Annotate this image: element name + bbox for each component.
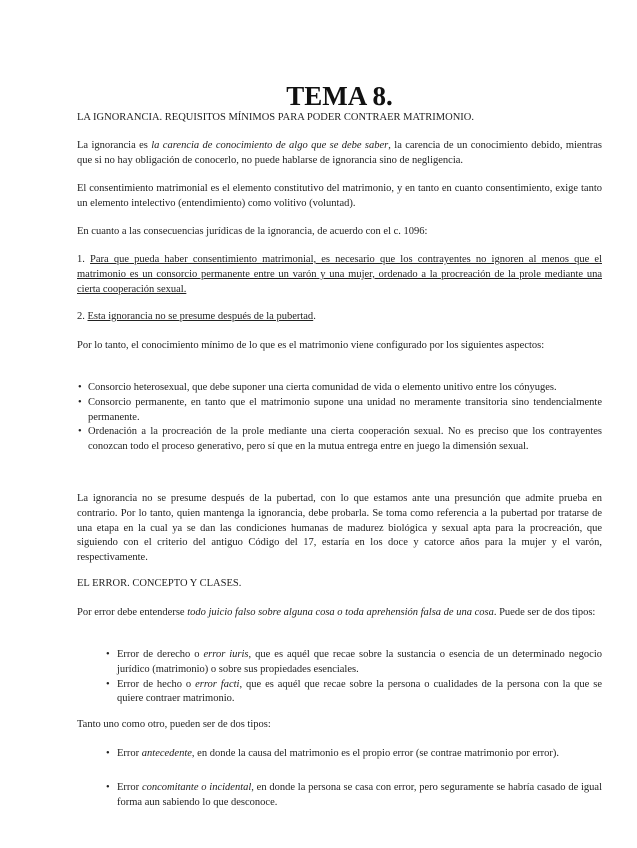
section-heading-ignorancia: LA IGNORANCIA. REQUISITOS MÍNIMOS PARA PODER CONTRAER MATRIMONIO. (77, 112, 474, 123)
section-heading-error: EL ERROR. CONCEPTO Y CLASES. (77, 578, 242, 589)
list-item: • Error de derecho o error iuris, que es aquél que recae sobre la sustancia o esencia de un determinado negocio jurídico (matrimonio) o sobre sus propiedades esenciales. (77, 648, 602, 678)
page-title: TEMA 8. (286, 81, 393, 112)
numbered-item-2: 2. Esta ignorancia no se presume después de la pubertad. (77, 311, 316, 322)
list-item: • Error concomitante o incidental, en donde la persona se casa con error, pero seguramente se habría casado de igual forma aun sabiendo lo que desconoce. (77, 781, 602, 811)
list-item: • Consorcio heterosexual, que debe suponer una cierta comunidad de vida o elemento unitivo entre los cónyuges. (77, 381, 602, 396)
bullet-list-concomitante (77, 781, 602, 811)
paragraph-definicion-error: Por error debe entenderse todo juicio falso sobre alguna cosa o toda aprehensión falsa de una cosa. Puede ser de dos tipos: (77, 607, 596, 618)
bullet-list-antecedente (77, 747, 602, 762)
paragraph-pubertad: La ignorancia no se presume después de la pubertad, con lo que estamos ante una presunción que admite prueba en contrario. Por lo tanto, quien mantenga la ignorancia, debe probarla. Se toma como referencia a la pubertad por tratarse de una etapa en la cual ya se dan las condiciones humanas de madurez biológica y sexual apta para la procreación, que siguiendo con el criterio del antiguo Código del 17, estaría en los doce y catorce años para la mujer y el varón, respectivamente. (77, 493, 602, 564)
paragraph-definicion-ignorancia: La ignorancia es la carencia de conocimiento de algo que se debe saber, la carencia de un conocimiento debido, mientras que si no hay obligación de conocerlo, no puede hablarse de ignorancia sino de negligencia. (77, 140, 602, 166)
bullet-list-aspectos (77, 381, 602, 455)
list-item: • Error antecedente, en donde la causa del matrimonio es el propio error (se contrae matrimonio por error). (77, 747, 602, 762)
paragraph-dos-tipos: Tanto uno como otro, pueden ser de dos tipos: (77, 719, 271, 730)
paragraph-consentimiento: El consentimiento matrimonial es el elemento constitutivo del matrimonio, y en tanto en cuanto consentimiento, exige tanto un elemento intelectivo (entendimiento) como volitivo (voluntad). (77, 183, 602, 209)
paragraph-consecuencias: En cuanto a las consecuencias jurídicas de la ignorancia, de acuerdo con el c. 1096: (77, 226, 428, 237)
list-item: • Ordenación a la procreación de la prole mediante una cierta cooperación sexual. No es preciso que los contrayentes conozcan todo el proceso generativo, pero sí que en la mutua entrega entre en juego la dimensión sexual. (77, 425, 602, 455)
list-item: • Consorcio permanente, en tanto que el matrimonio supone una unidad no meramente transitoria sino tendencialmente permanente. (77, 396, 602, 426)
bullet-list-tipos-error (77, 648, 602, 707)
paragraph-conocimiento-minimo: Por lo tanto, el conocimiento mínimo de lo que es el matrimonio viene configurado por los siguientes aspectos: (77, 340, 545, 351)
numbered-item-1: 1. Para que pueda haber consentimiento matrimonial, es necesario que los contrayentes no ignoren al menos que el matrimonio es un consorcio permanente entre un varón y una mujer, ordenado a la procreación de la prole mediante una cierta cooperación sexual. (77, 254, 602, 295)
list-item: • Error de hecho o error facti, que es aquél que recae sobre la persona o cualidades de la persona con la que se quiere contraer matrimonio. (77, 678, 602, 708)
